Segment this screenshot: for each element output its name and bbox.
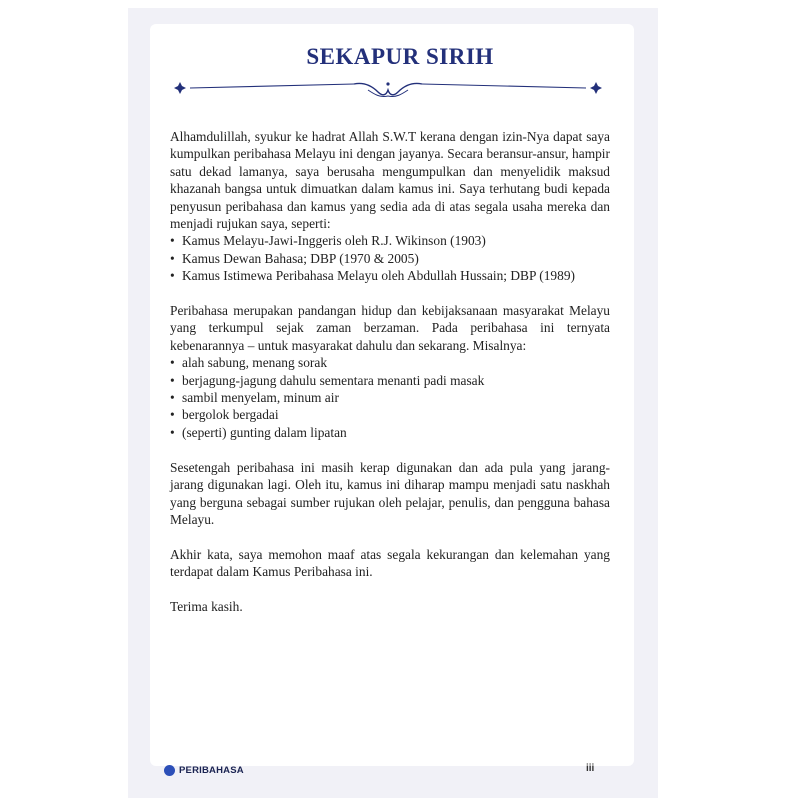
example-item: • alah sabung, menang sorak <box>170 354 610 371</box>
paragraph-apology: Akhir kata, saya memohon maaf atas segala kekurangan dan kelemahan yang terdapat dalam Kamus Peribahasa ini. <box>170 546 610 580</box>
title-ornament-icon <box>168 72 608 106</box>
paragraph-definition: Peribahasa merupakan pandangan hidup dan kebijaksanaan masyarakat Melayu yang terkumpul sejak zaman berzaman. Pada peribahasa ini ternyata kebenarannya – untuk masyarakat dahulu dan sekarang. Misalnya: <box>170 303 610 353</box>
reference-item: • Kamus Melayu-Jawi-Inggeris oleh R.J. Wikinson (1903) <box>170 232 610 249</box>
closing-text: Terima kasih. <box>170 598 243 614</box>
page-number: iii <box>586 763 595 774</box>
reference-item: • Kamus Istimewa Peribahasa Melayu oleh Abdullah Hussain; DBP (1989) <box>170 267 610 284</box>
example-item: • berjagung-jagung dahulu sementara menanti padi masak <box>170 372 610 389</box>
paragraph-usage: Sesetengah peribahasa ini masih kerap digunakan dan ada pula yang jarang-jarang digunakan lagi. Oleh itu, kamus ini diharap mampu menjadi satu naskhah yang berguna sebagai sumber rujukan oleh pelajar, penulis, dan pengguna bahasa Melayu. <box>170 459 610 527</box>
example-item: • (seperti) gunting dalam lipatan <box>170 424 610 441</box>
page-title: SEKAPUR SIRIH <box>306 44 494 69</box>
example-item: • sambil menyelam, minum air <box>170 389 610 406</box>
paragraph-intro: Alhamdulillah, syukur ke hadrat Allah S.W.T kerana dengan izin-Nya dapat saya kumpulkan peribahasa Melayu ini dengan jayanya. Secara beransur-ansur, hampir satu dekad lamanya, saya berusaha mengumpulkan dan menyelidik maksud khazanah bangsa untuk dimuatkan dalam kamus ini. Saya terhutang budi kepada penyusun peribahasa dan kamus yang sedia ada di atas segala usaha mereka dan menjadi rujukan saya, seperti: <box>170 129 610 232</box>
footer-brand <box>164 765 244 776</box>
example-list <box>170 354 610 441</box>
reference-list <box>170 232 610 284</box>
footer-brand-label: PERIBAHASA <box>179 765 244 776</box>
reference-item: • Kamus Dewan Bahasa; DBP (1970 & 2005) <box>170 250 610 267</box>
brand-logo-icon <box>164 765 175 776</box>
preface-content <box>170 128 610 615</box>
example-item: • bergolok bergadai <box>170 406 610 423</box>
